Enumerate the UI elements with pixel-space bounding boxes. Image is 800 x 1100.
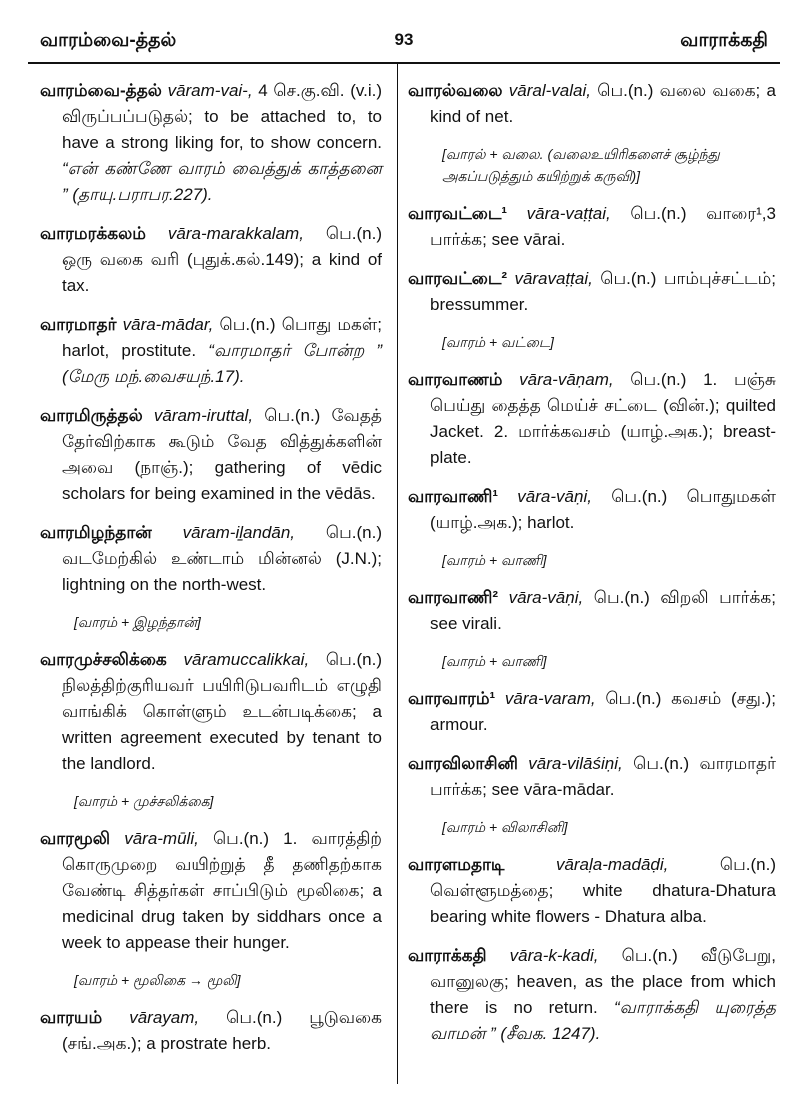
- entry-definition: பெ.(n.) பொது மகள்; harlot, prostitute.: [62, 315, 382, 360]
- entry-transliteration: vāra-k-kadi,: [509, 946, 599, 965]
- entry-transliteration: vārayam,: [129, 1008, 200, 1027]
- entry-transliteration: vāra-vāṇi,: [517, 487, 592, 506]
- entry-etymology: [வாரம் + முச்சலிக்கை]: [74, 793, 214, 809]
- entry-headword: வாரமரக்கலம்: [40, 224, 146, 243]
- entry-headword: வாரவாரம்¹: [408, 689, 496, 708]
- dictionary-entry: [408, 201, 776, 253]
- dictionary-entry: [40, 403, 382, 507]
- dictionary-entry: [408, 686, 776, 738]
- entry-definition: பெ.(n.) பாம்புச்சட்டம்; bressummer.: [430, 269, 776, 314]
- entry-citation: “வாராக்கதி யுரைத்த வாமன் ” (சீவக. 1247).: [430, 998, 776, 1043]
- entry-transliteration: vāram-vai-,: [167, 81, 253, 100]
- entry-headword: வாரல்வலை: [408, 81, 503, 100]
- entry-etymology: [வாரம் + வாணி]: [442, 552, 547, 568]
- dictionary-entry: [40, 1005, 382, 1057]
- entry-transliteration: vāra-mādar,: [122, 315, 214, 334]
- entry-headword: வாரவாணி¹: [408, 487, 499, 506]
- dictionary-entry: [408, 78, 776, 130]
- entry-definition: பெ.(n.) வலை வகை; a kind of net.: [430, 81, 776, 126]
- entry-headword: வாரவிலாசினி: [408, 754, 518, 773]
- dictionary-entry: [40, 647, 382, 777]
- right-column: [408, 78, 776, 1060]
- entry-definition: பெ.(n.) பூடுவகை (சங்.அக.); a prostrate herb.: [62, 1008, 382, 1053]
- entry-definition: பெ.(n.) வடமேற்கில் உண்டாம் மின்னல் (J.N.); lightning on the north-west.: [62, 523, 382, 594]
- dictionary-entry: [40, 312, 382, 390]
- page-number: 93: [394, 30, 414, 49]
- entry-headword: வாரவட்டை²: [408, 269, 508, 288]
- header-first-word: வாரம்வை-த்தல்: [40, 30, 177, 51]
- entry-transliteration: vāra-vāṇi,: [508, 588, 584, 607]
- dictionary-entry: [40, 78, 382, 208]
- entry-headword: வாரவாணி²: [408, 588, 499, 607]
- entry-definition: பெ.(n.) வீடுபேறு, வானுலகு; heaven, as the place from which there is no return.: [430, 946, 776, 1017]
- entry-headword: வாரமிழந்தான்: [40, 523, 152, 542]
- dictionary-entry: [40, 221, 382, 299]
- entry-headword: வாரமுச்சலிக்கை: [40, 650, 167, 669]
- entry-definition: பெ.(n.) வேதத் தேர்விற்காக கூடும் வேத வித்துக்களின் அவை (நாஞ்.); gathering of vēdic scholars for being examined in the vēdās.: [62, 406, 382, 503]
- dictionary-entry: [408, 751, 776, 803]
- entry-etymology: [வாரம் + விலாசினி]: [442, 819, 568, 835]
- entry-transliteration: vāra-marakkalam,: [167, 224, 304, 243]
- entry-definition: பெ.(n.) 1. பஞ்சு பெய்து தைத்த மெய்ச் சட்டை (வின்.); quilted Jacket. 2. மார்க்கவசம் (யாழ்.அக.); breast-plate.: [430, 370, 776, 467]
- entry-headword: வாரமாதர்: [40, 315, 117, 334]
- dictionary-entry: [408, 943, 776, 1047]
- entry-transliteration: vāram-iruttal,: [153, 406, 254, 425]
- entry-headword: வாரவட்டை¹: [408, 204, 508, 223]
- entry-definition: பெ.(n.) நிலத்திற்குரியவர் பயிரிடுபவரிடம் எழுதி வாங்கிக் கொள்ளும் உடன்படிக்கை; a written agreement executed by tenant to the landlord.: [62, 650, 382, 773]
- entry-headword: வாரமூலி: [40, 829, 111, 848]
- entry-definition: 4 செ.கு.வி. (v.i.) விருப்பப்படுதல்; to be attached to, to have a strong liking for, to show concern.: [62, 81, 382, 152]
- entry-transliteration: vāravaṭṭai,: [514, 269, 593, 288]
- page-header: [40, 10, 768, 50]
- entry-transliteration: vāral-valai,: [508, 81, 591, 100]
- entry-transliteration: vāra-vilāśiṇi,: [528, 754, 623, 773]
- entry-transliteration: vāra-vāṇam,: [519, 370, 614, 389]
- dictionary-entry: [40, 826, 382, 956]
- dictionary-entry: [408, 266, 776, 318]
- entry-headword: வாரவாணம்: [408, 370, 503, 389]
- entry-headword: வாரளமதாடி: [408, 855, 505, 874]
- entry-headword: வாரம்வை-த்தல்: [40, 81, 162, 100]
- dictionary-entry: [40, 520, 382, 598]
- entry-citation: “என் கண்ணே வாரம் வைத்துக் காத்தனை ” (தாயு.பராபர.227).: [62, 159, 382, 204]
- entry-definition: பெ.(n.) வாரை¹,3 பார்க்க; see vārai.: [430, 204, 776, 249]
- entry-definition: பெ.(n.) வெள்ளூமத்தை; white dhatura-Dhatura bearing white flowers - Dhatura alba.: [430, 855, 776, 926]
- dictionary-entry: [408, 484, 776, 536]
- entry-citation: “வாரமாதர் போன்ற ” (மேரு மந்.வைசயந்.17).: [62, 341, 382, 386]
- entry-transliteration: vāram-iḻandān,: [182, 523, 296, 542]
- entry-transliteration: vāra-mūli,: [124, 829, 199, 848]
- entry-definition: பெ.(n.) விறலி பார்க்க; see virali.: [430, 588, 776, 633]
- header-last-word: வாராக்கதி: [680, 30, 768, 51]
- entry-etymology: [வாரம் + வாணி]: [442, 653, 547, 669]
- entry-transliteration: vāra-varam,: [504, 689, 596, 708]
- entry-transliteration: vāramuccalikkai,: [183, 650, 310, 669]
- entry-definition: பெ.(n.) பொதுமகள் (யாழ்.அக.); harlot.: [430, 487, 776, 532]
- entry-definition: பெ.(n.) கவசம் (சது.); armour.: [430, 689, 776, 734]
- dictionary-entry: [408, 585, 776, 637]
- entry-etymology: [வாரல் + வலை. (வலைஉயிரிகளைச் சூழ்ந்து அகப்படுத்தும் கயிற்றுக் கருவி)]: [442, 146, 720, 184]
- dictionary-entry: [408, 852, 776, 930]
- entry-etymology: [வாரம் + மூலிகை → மூலி]: [74, 972, 241, 988]
- column-divider: [397, 64, 398, 1084]
- entry-definition: பெ.(n.) வாரமாதர் பார்க்க; see vāra-mādar.: [430, 754, 776, 799]
- entry-headword: வாரமிருத்தல்: [40, 406, 143, 425]
- entry-headword: வாரயம்: [40, 1008, 103, 1027]
- entry-transliteration: vāra-vaṭṭai,: [526, 204, 611, 223]
- entry-etymology: [வாரம் + வட்டை]: [442, 334, 554, 350]
- dictionary-entry: [408, 367, 776, 471]
- entry-transliteration: vāraḷa-madāḍi,: [555, 855, 669, 874]
- header-rule: [28, 62, 780, 64]
- entry-definition: பெ.(n.) ஒரு வகை வரி (புதுக்.கல்.149); a kind of tax.: [62, 224, 382, 295]
- left-column: [40, 78, 382, 1070]
- entry-etymology: [வாரம் + இழந்தான்]: [74, 614, 201, 630]
- entry-headword: வாராக்கதி: [408, 946, 487, 965]
- entry-definition: பெ.(n.) 1. வாரத்திற் கொருமுறை வயிற்றுத் தீ தணிதற்காக வேண்டி சித்தர்கள் சாப்பிடும் மூலிகை; a medicinal drug taken by siddhars once a week to appease their hunger.: [62, 829, 382, 952]
